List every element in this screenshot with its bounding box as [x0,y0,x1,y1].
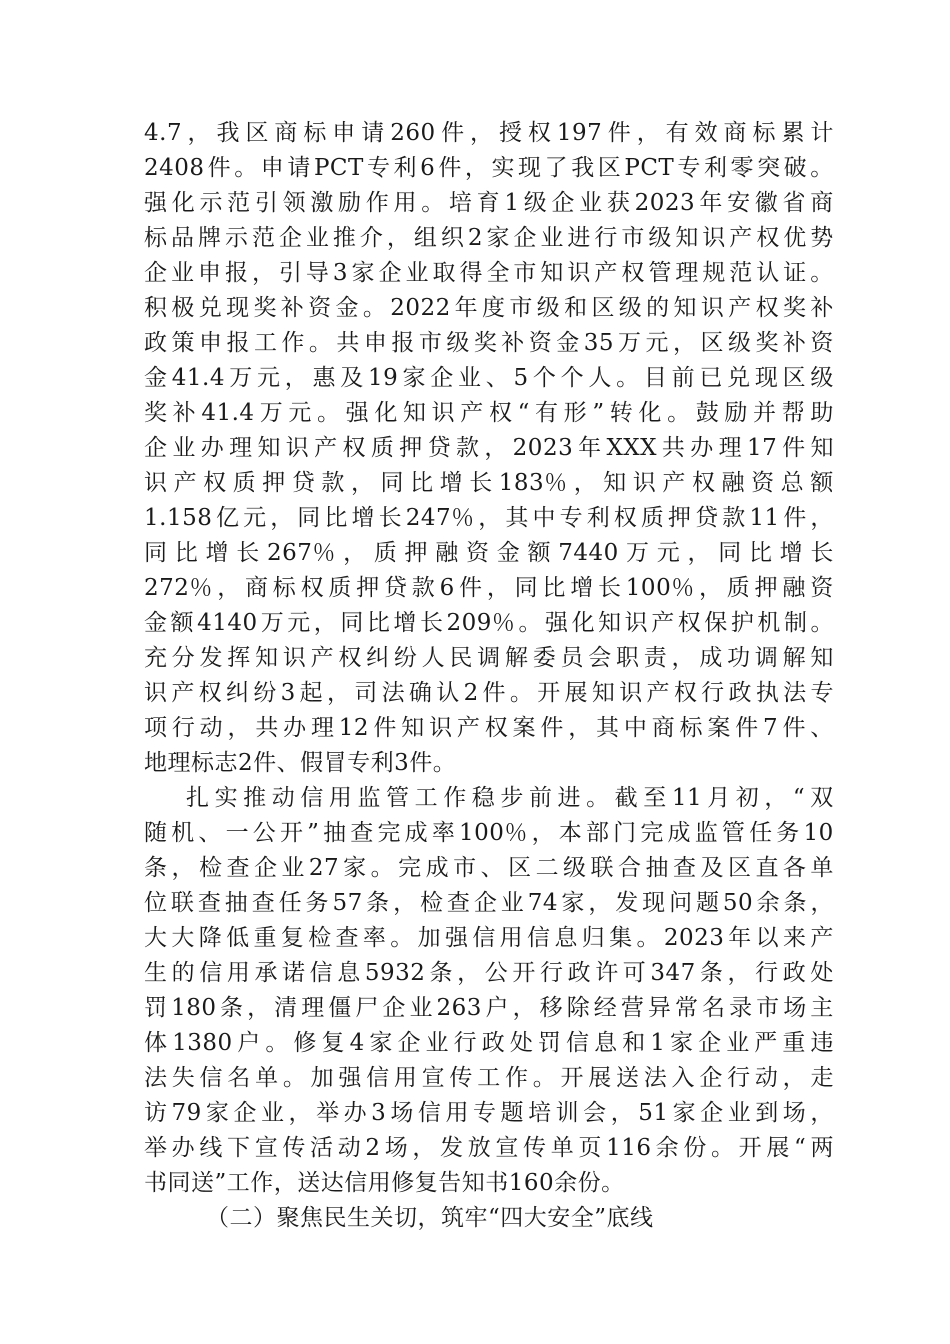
text-line: 生 的 信 用 承 诺 信 息 5932 条 ， 公 开 行 政 许 可 347 条 ， 行 政 处 [144,960,834,986]
text-line: 识 产 权 质 押 贷 款 ， 同 比 增 长 183％ ， 知 识 产 权 融 资 总 额 [144,470,834,496]
text-line: 项 行 动 ， 共 办 理 12 件 知 识 产 权 案 件 ， 其 中 商 标 案 件 7 件 、 [144,715,834,741]
text-line: 企 业 申 报 ， 引 导 3 家 企 业 取 得 全 市 知 识 产 权 管 理 规 范 认 证 。 [144,260,834,286]
text-line: 金 41.4 万 元 ， 惠 及 19 家 企 业 、 5 个 个 人 。 目 前 已 兑 现 区 级 [144,365,834,391]
text-line: 条 ， 检 查 企 业 27 家 。 完 成 市 、 区 二 级 联 合 抽 查 及 区 直 各 单 [144,855,834,881]
text-line: 2408 件 。 申 请 PCT 专 利 6 件 ， 实 现 了 我 区 PCT 专 利 零 突 破 。 [144,155,834,181]
text-line: 积 极 兑 现 奖 补 资 金 。 2022 年 度 市 级 和 区 级 的 知 识 产 权 奖 补 [144,295,834,321]
text-line: 4.7 ， 我 区 商 标 申 请 260 件 ， 授 权 197 件 ， 有 效 商 标 累 计 [144,120,834,146]
text-line: 法 失 信 名 单 。 加 强 信 用 宣 传 工 作 。 开 展 送 法 入 企 行 动 ， 走 [144,1065,834,1091]
document-body [144,116,834,1236]
section-heading: （二）聚焦民生关切，筑牢“四大安全”底线 [206,1205,654,1231]
text-line: 奖 补 41.4 万 元 。 强 化 知 识 产 权 “ 有 形 ” 转 化 。 鼓 励 并 帮 助 [144,400,834,426]
text-line: 1.158 亿 元 ， 同 比 增 长 247％ ， 其 中 专 利 权 质 押 贷 款 11 件 ， [144,505,834,531]
text-line: 识 产 权 纠 纷 3 起 ， 司 法 确 认 2 件 。 开 展 知 识 产 权 行 政 执 法 专 [144,680,834,706]
text-line: 体 1380 户 。 修 复 4 家 企 业 行 政 处 罚 信 息 和 1 家 企 业 严 重 违 [144,1030,834,1056]
text-line: 272％ ， 商 标 权 质 押 贷 款 6 件 ， 同 比 增 长 100％ ， 质 押 融 资 [144,575,834,601]
text-line: 充 分 发 挥 知 识 产 权 纠 纷 人 民 调 解 委 员 会 职 责 ， 成 功 调 解 知 [144,645,834,671]
text-line: 标 品 牌 示 范 企 业 推 介 ， 组 织 2 家 企 业 进 行 市 级 知 识 产 权 优 势 [144,225,834,251]
text-line: 访 79 家 企 业 ， 举 办 3 场 信 用 专 题 培 训 会 ， 51 家 企 业 到 场 ， [144,1100,834,1126]
text-line: 强 化 示 范 引 领 激 励 作 用 。 培 育 1 级 企 业 获 2023 年 安 徽 省 商 [144,190,834,216]
text-line: 书同送”工作，送达信用修复告知书160余份。 [144,1170,625,1196]
text-line: 企 业 办 理 知 识 产 权 质 押 贷 款 ， 2023 年 XXX 共 办 理 17 件 知 [144,435,834,461]
text-line: 举 办 线 下 宣 传 活 动 2 场 ， 发 放 宣 传 单 页 116 余 份 。 开 展 “ 两 [144,1135,834,1161]
text-line: 大 大 降 低 重 复 检 查 率 。 加 强 信 用 信 息 归 集 。 2023 年 以 来 产 [144,925,834,951]
text-line: 随 机 、 一 公 开 ” 抽 查 完 成 率 100％ ， 本 部 门 完 成 监 管 任 务 10 [144,820,834,846]
text-line: 政 策 申 报 工 作 。 共 申 报 市 级 奖 补 资 金 35 万 元 ， 区 级 奖 补 资 [144,330,834,356]
paragraph-first-line: 扎 实 推 动 信 用 监 管 工 作 稳 步 前 进 。 截 至 11 月 初 ， “ 双 [186,785,834,811]
text-line: 金 额 4140 万 元 ， 同 比 增 长 209％ 。 强 化 知 识 产 权 保 护 机 制 。 [144,610,834,636]
text-line: 地理标志2件、假冒专利3件。 [144,750,457,776]
text-line: 位 联 查 抽 查 任 务 57 条 ， 检 查 企 业 74 家 ， 发 现 问 题 50 余 条 ， [144,890,834,916]
text-line: 同 比 增 长 267％ ， 质 押 融 资 金 额 7440 万 元 ， 同 比 增 长 [144,540,834,566]
text-line: 罚 180 条 ， 清 理 僵 尸 企 业 263 户 ， 移 除 经 营 异 常 名 录 市 场 主 [144,995,834,1021]
